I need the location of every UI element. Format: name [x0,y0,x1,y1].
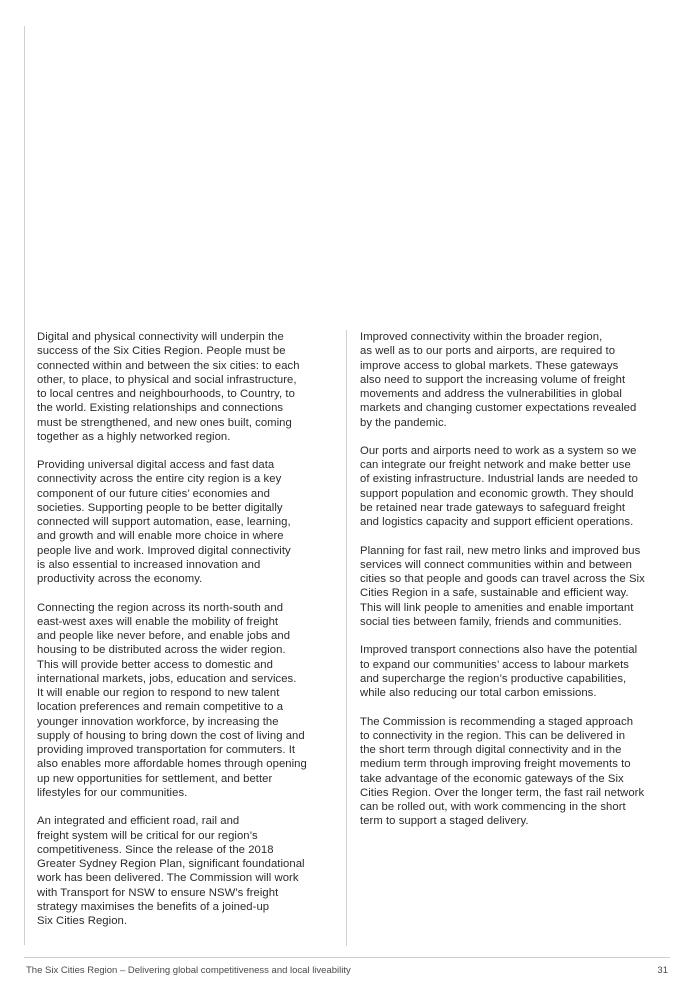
right-paragraph-4: Improved transport connections also have the potential to expand our communities’ access to labour markets and supercharge the region’s productive capabilities, while also reducing our total carbon emissions. [360,644,638,700]
column-divider [346,330,347,946]
left-column [37,330,333,943]
left-paragraph-1: Digital and physical connectivity will underpin the success of the Six Cities Region. People must be connected within and between the six cities: to each other, to place, to physical and social infrastructure, to local centres and neighbourhoods, to Country, to the world. Existing relationships and connections must be strengthened, and new ones built, coming together as a highly networked region. [37,331,300,443]
footer-divider [24,957,670,958]
left-paragraph-2: Providing universal digital access and fast data connectivity across the entire city region is a key component of our future cities’ economies and societies. Supporting people to be better digitally connected will support automation, ease, learning, and growth and will enable more choice in where people live and work. Improved digital connectivity is also essential to increased innovation and productivity across the economy. [37,459,291,586]
right-paragraph-5: The Commission is recommending a staged approach to connectivity in the region. This can be delivered in the short term through digital connectivity and in the medium term through improving freight movements to take advantage of the economic gateways of the Six Cities Region. Over the longer term, the fast rail network can be rolled out, with work commencing in the short term to support a staged delivery. [360,715,645,828]
right-paragraph-3: Planning for fast rail, new metro links and improved bus services will connect communities within and between cities so that people and goods can travel across the Six Cities Region in a safe, sustainable and efficient way. This will link people to amenities and enable important social ties between family, friends and communities. [360,544,645,628]
right-paragraph-2: Our ports and airports need to work as a system so we can integrate our freight network and make better use of existing infrastructure. Industrial lands are needed to support population and economic growth. They should be retained near trade gateways to safeguard freight and logistics capacity and support efficient operations. [360,444,638,529]
page-number: 31 [657,965,668,976]
left-margin-rule [24,26,25,945]
left-paragraph-3: Connecting the region across its north-south and east-west axes will enable the mobility of freight and people like never before, and enable jobs and housing to be distributed across the wider region. This will provide better access to domestic and international markets, jobs, education and services. It will enable our region to respond to new talent location preferences and remain competitive to a younger innovation workforce, by increasing the supply of housing to bring down the cost of living and providing improved transportation for commuters. It also enables more affordable homes through opening up new opportunities for settlement, and better lifestyles for our communities. [37,601,307,799]
right-column [360,330,672,843]
right-paragraph-1: Improved connectivity within the broader region, as well as to our ports and airports, are required to improve access to global markets. These gateways also need to support the increasing volume of freight movements and address the vulnerabilities in global markets and changing customer expectations revealed by the pandemic. [360,331,637,429]
left-paragraph-4: An integrated and efficient road, rail and freight system will be critical for our region’s competitiveness. Since the release of the 2018 Greater Sydney Region Plan, significant foundational work has been delivered. The Commission will work with Transport for NSW to ensure NSW’s freight strategy maximises the benefits of a joined-up Six Cities Region. [37,815,305,928]
footer-document-title: The Six Cities Region – Delivering global competitiveness and local liveability [26,965,351,976]
